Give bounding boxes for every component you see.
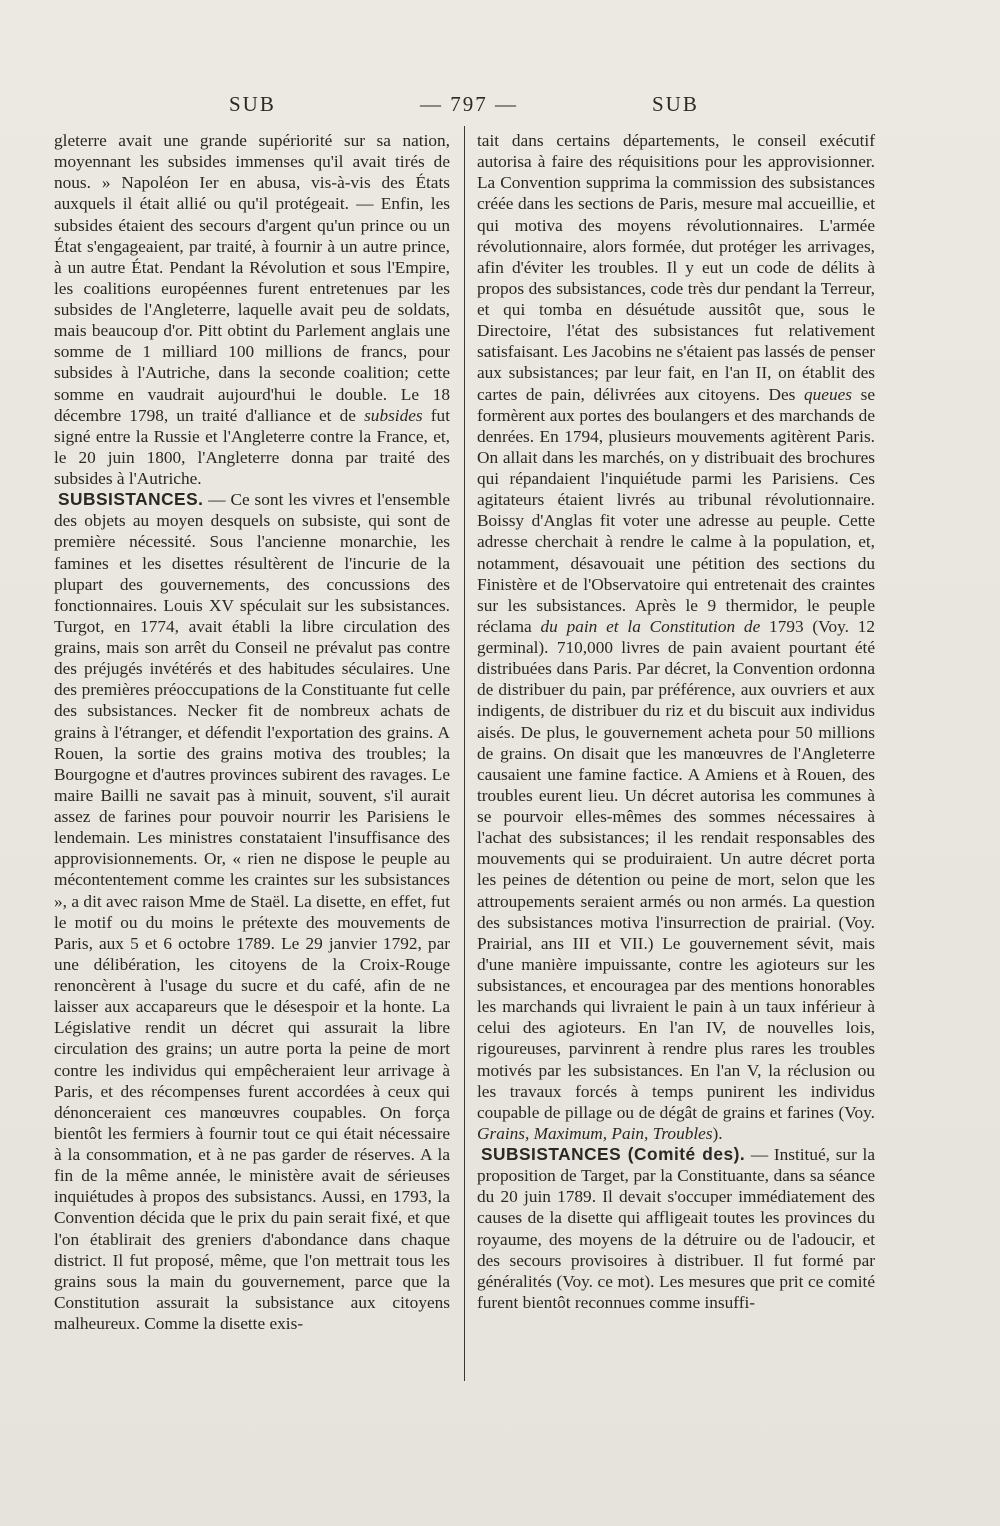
text-run: tait dans certains départements, le conseil exécutif autorisa à faire des réquisitions pour les approvisionner. La Convention supprima la commission des subsistances créée dans les sections de Paris, mesure mal accueillie, et qui motiva des moyens révolutionnaires. L'armée révolutionnaire, alors formée, dut protéger les arrivages, afin d'éviter les troubles. Il y eut un code de délits à propos des subsistances, code très dur pendant la Terreur, et qui tomba en désuétude aussitôt que, sous le Directoire, l'état des subsistances fut relativement satisfaisant. Les Jacobins ne s'étaient pas lassés de penser aux subsistances; par leur fait, en l'an II, on établit des cartes de pain, délivrées aux citoyens. Des: [477, 131, 875, 404]
italic-term: queues: [804, 384, 852, 404]
column-divider: [464, 126, 465, 1381]
entry-headword: SUBSISTANCES (Comité des).: [481, 1144, 746, 1164]
italic-term: du pain et la Constitution de: [540, 616, 761, 636]
entry-body: — Institué, sur la proposition de Target, par la Constituante, dans sa séance du 20 juin 1789. Il devait s'occuper immédiatement des causes de la disette qui affligeait toutes les provinces du royaume, des moyens de la détruire ou de l'adoucir, et des secours provisoires à distribuer. Il fut formé par généralités (Voy. ce mot). Les mesures que prit ce comité furent bientôt reconnues comme insuffi-: [477, 1145, 875, 1312]
page-number: — 797 —: [420, 92, 518, 116]
text-run: ).: [712, 1123, 723, 1143]
text-run: fut signé entre la Russie et l'Angleterre contre la France, et, le 20 juin 1800, l'Angleterre donna par traité des subsides à l'Autriche.: [54, 405, 450, 488]
right-column: [477, 130, 875, 1313]
text-run: gleterre avait une grande supériorité sur sa nation, moyennant les subsides immenses qu'il avait tirés de nous. » Napoléon Ier en abusa, vis-à-vis des États auxquels il était allié ou qu'il protégeait. — Enfin, les subsides étaient des secours d'argent qu'un prince ou un État s'engageaient, par traité, à fournir à un autre prince, à un autre État. Pendant la Révolution et sous l'Empire, les coalitions européennes furent entretenues par les subsides de l'Angleterre, laquelle avait peu de soldats, mais beaucoup d'or. Pitt obtint du Parlement anglais une somme de 1 milliard 100 millions de francs, pour subsides à l'Autriche, dans la seconde coalition; cette somme en vaudrait aujourd'hui le double. Le 18 décembre 1798, un traité d'alliance et de: [54, 131, 450, 425]
header-left-word: SUB: [229, 92, 276, 116]
paragraph-subsides-continued: [54, 130, 450, 489]
left-column: [54, 130, 450, 1334]
running-header: [0, 92, 1000, 126]
entry-subsistances: [54, 489, 450, 1334]
paragraph-subsistances-continued: [477, 130, 875, 1144]
entry-comite-des-subsistances: [477, 1144, 875, 1313]
italic-term: subsides: [364, 405, 423, 425]
text-run: se formèrent aux portes des boulangers et des marchands de denrées. En 1794, plusieurs mouvements agitèrent Paris. On allait dans les marchés, on y distribuait des brochures qui répandaient l'inquiétude parmi les Parisiens. Ces agitateurs étaient livrés au tribunal révolutionnaire. Boissy d'Anglas fit voter une adresse au peuple. Cette adresse cherchait à rendre le calme à la population, et, notamment, désavouait une pétition des sections du Finistère et de l'Observatoire qui entretenait des craintes sur les subsistances. Après le 9 thermidor, le peuple réclama: [477, 384, 875, 636]
italic-cross-references: Grains, Maximum, Pain, Troubles: [477, 1123, 713, 1143]
header-right-word: SUB: [652, 92, 699, 116]
entry-headword: SUBSISTANCES.: [58, 489, 204, 510]
entry-body: — Ce sont les vivres et l'ensemble des objets au moyen desquels on subsiste, qui sont de première nécessité. Sous l'ancienne monarchie, les famines et les disettes résultèrent de l'incurie de la plupart des gouvernements, des concussions des fonctionnaires. Louis XV spéculait sur les subsistances. Turgot, en 1774, avait établi la libre circulation des grains, mais son arrêt du Conseil ne prévalut pas contre des préjugés invétérés et des habitudes séculaires. Une des premières préoccupations de la Constituante fut celle des subsistances. Necker fit de nombreux achats de grains à l'étranger, et défendit l'exportation des grains. A Rouen, la sortie des grains motiva des troubles; la Bourgogne et d'autres provinces subirent des ravages. Le maire Bailli ne savait pas à minuit, souvent, s'il aurait assez de farines pour pouvoir nourrir les Parisiens le lendemain. Les ministres constataient l'insuffisance des approvisionnements. Or, « rien ne dispose le peuple au mécontentement comme les craintes sur les subsistances », a dit avec raison Mme de Staël. La disette, en effet, fut le motif ou du moins le prétexte des mouvements de Paris, aux 5 et 6 octobre 1789. Le 29 janvier 1792, par une délibération, les citoyens de la Croix-Rouge renoncèrent à l'usage du sucre et du café, afin de ne laisser aux accapareurs que le désespoir et la honte. La Législative rendit un décret qui assurait la libre circulation des grains; un autre porta la peine de mort contre les individus qui empêcheraient leur arrivage à Paris, et des récompenses furent accordées à ceux qui dénonceraient ces manœuvres coupables. On força bientôt les fermiers à fournir tout ce qui était nécessaire à la consommation, et à ne pas garder de réserves. A la fin de la même année, le ministère avait de sérieuses inquiétudes à propos des subsistancs. Aussi, en 1793, la Convention décida que le prix du pain serait fixé, et que l'on établirait des greniers d'abondance dans chaque district. Il fut proposé, même, que l'on mettrait tous les grains sous la main du gouvernement, parce que la Constitution assurait la subsistance aux citoyens malheureux. Comme la disette exis-: [54, 490, 450, 1333]
text-run: 1793 (Voy. 12 germinal). 710,000 livres de pain avaient pourtant été distribuées dans Paris. Par décret, la Convention ordonna de distribuer du pain, par préférence, aux ouvriers et aux indigents, de distribuer du riz et du biscuit aux individus aisés. De plus, le gouvernement acheta pour 50 millions de grains. On disait que les manœuvres de l'Angleterre causaient une famine factice. A Amiens et à Rouen, des troubles eurent lieu. Un décret autorisa les communes à se pourvoir elles-mêmes des sommes nécessaires à l'achat des subsistances; il les rendait responsables des mouvements qui se produiraient. Un autre décret porta les peines de détention ou peine de mort, selon que les attroupements seraient armés ou non armés. La question des subsistances motiva l'insurrection de prairial. (Voy. Prairial, ans III et VII.) Le gouvernement sévit, mais d'une manière impuissante, contre les agioteurs sur les subsistances, et encouragea par des mentions honorables les marchands qui livraient le pain à un taux inférieur à celui des agioteurs. En l'an IV, de nouvelles lois, rigoureuses, parvinrent à rendre plus rares les troubles motivés par les subsistances. En l'an V, la réclusion ou les travaux forcés à temps punirent les individus coupable de pillage ou de dégât de grains et farines (Voy.: [477, 616, 876, 1122]
